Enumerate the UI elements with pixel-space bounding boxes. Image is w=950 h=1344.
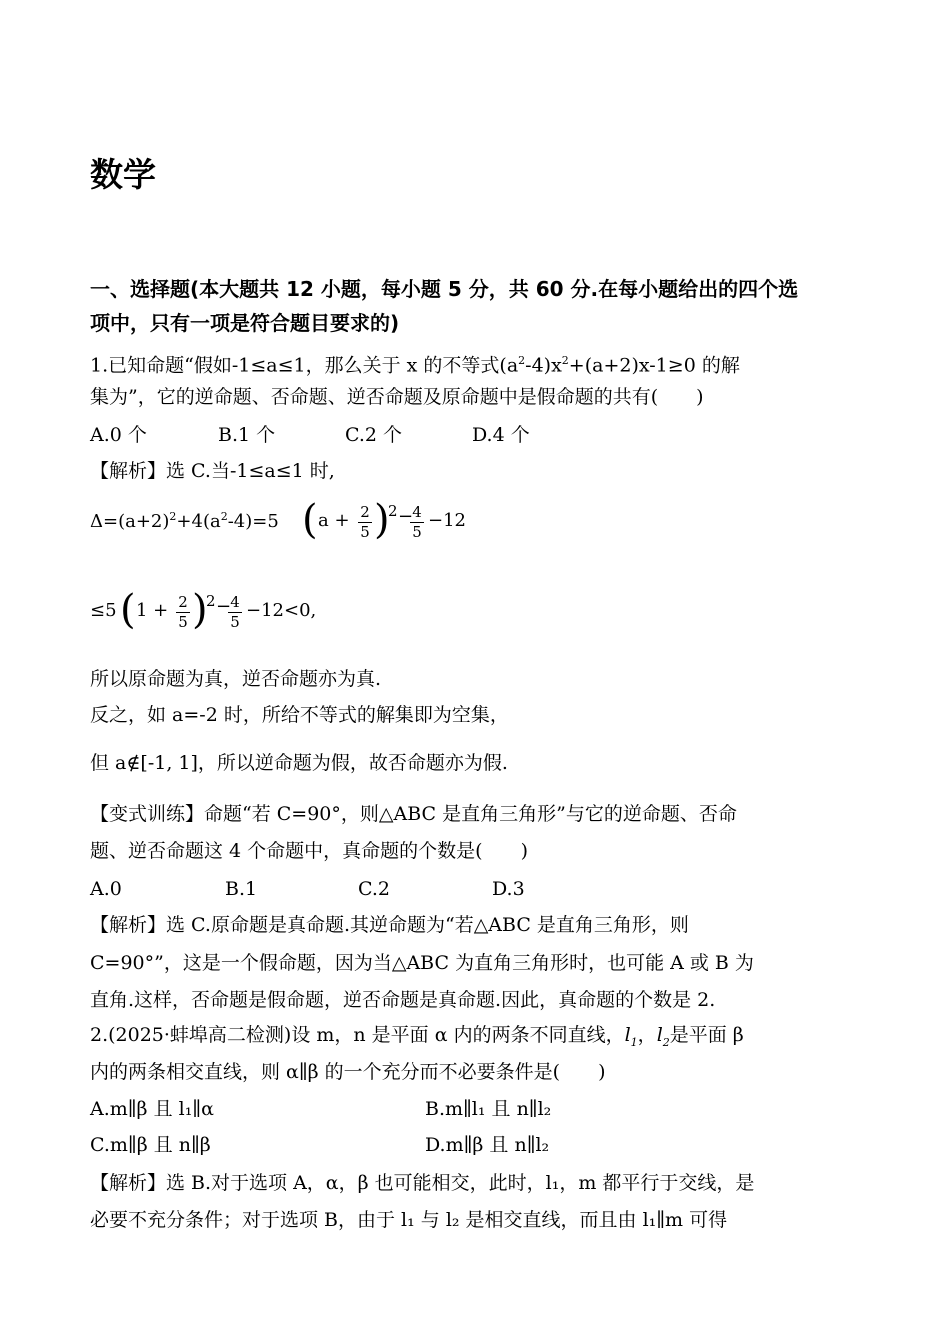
- formula1-lhs: [90, 510, 279, 532]
- q1-stem-mid2: +(a+2)x-1≥0 的解: [568, 354, 740, 377]
- variant-analysis-line1: 【解析】选 C.原命题是真命题.其逆命题为“若△ABC 是直角三角形，则: [90, 914, 689, 936]
- variant-option-b: B.1: [225, 878, 258, 900]
- q1-option-d: D.4 个: [472, 424, 530, 446]
- frac-denominator: 5: [412, 523, 422, 541]
- variant-stem-line2: 题、逆否命题这 4 个命题中，真命题的个数是( ): [90, 840, 528, 862]
- formula1-frac2: [410, 504, 424, 541]
- frac-denominator: 5: [230, 613, 240, 631]
- formula2-inner: 1 +: [136, 600, 169, 621]
- formula2-minus: −: [216, 596, 232, 617]
- page-title: 数学: [90, 155, 156, 194]
- variant-stem-line1: 【变式训练】命题“若 C=90°，则△ABC 是直角三角形”与它的逆命题、否命: [90, 803, 737, 825]
- variant-option-a: A.0: [90, 878, 122, 900]
- right-paren: ): [374, 497, 390, 543]
- variant-analysis-line3: 直角.这样，否命题是假命题，逆否命题是真命题.因此，真命题的个数是 2.: [90, 989, 716, 1011]
- q2-stem-line1: 2.(2025·蚌埠高二检测)设 m，n 是平面 α 内的两条不同直线，$l_1$，$l_2$是平面 β: [90, 1024, 744, 1049]
- q1-conclusion-3: 但 a∉[-1, 1]，所以逆命题为假，故否命题亦为假.: [90, 752, 508, 774]
- q1-conclusion-2: 反之，如 a=-2 时，所给不等式的解集即为空集，: [90, 704, 509, 726]
- formula1-minus: −: [398, 506, 414, 527]
- q1-stem-mid1: -4)x: [525, 354, 562, 377]
- q2-option-a: A.m∥β 且 l₁∥α: [90, 1098, 214, 1120]
- formula2-lhs: ≤5: [90, 600, 117, 621]
- q2-stem-pre: 2.(2025·蚌埠高二检测)设 m，n 是平面 α 内的两条不同直线，: [90, 1024, 625, 1046]
- right-paren: ): [192, 587, 208, 633]
- q2-stem-post: 是平面 β: [669, 1024, 744, 1046]
- frac-numerator: 2: [178, 593, 188, 611]
- q1-option-b: B.1 个: [218, 424, 276, 446]
- q2-analysis-line2: 必要不充分条件；对于选项 B，由于 l₁ 与 l₂ 是相交直线，而且由 l₁∥m 可得: [90, 1209, 728, 1231]
- formula1-exponent: 2: [388, 502, 398, 520]
- formula2-exponent: 2: [206, 592, 216, 610]
- frac-denominator: 5: [178, 613, 188, 631]
- q1-stem-line1: [90, 348, 865, 378]
- formula1-mid2-text: -4)=5: [227, 511, 279, 532]
- superscript: 2: [518, 354, 526, 367]
- formula1-mid-text: +4(a: [176, 511, 221, 532]
- superscript: 2: [561, 354, 569, 367]
- frac-numerator: 2: [360, 503, 370, 521]
- variant-option-c: C.2: [358, 878, 390, 900]
- q2-l1-symbol: $l_1$: [624, 1024, 638, 1049]
- formula1-inner: a +: [318, 510, 350, 531]
- formula2-tail: −12<0,: [246, 600, 317, 621]
- q1-formula-2: [90, 587, 390, 646]
- q2-option-d: D.m∥β 且 n∥l₂: [425, 1134, 550, 1156]
- formula2-frac: [176, 594, 190, 631]
- formula1-frac: [358, 504, 372, 541]
- variant-analysis-line2: C=90°”，这是一个假命题，因为当△ABC 为直角三角形时，也可能 A 或 B 为: [90, 952, 754, 974]
- formula1-lhs-text: Δ=(a+2): [90, 511, 170, 532]
- frac-denominator: 5: [360, 523, 370, 541]
- q2-l2-symbol: $l_2$: [656, 1024, 670, 1049]
- left-paren: (: [120, 587, 136, 633]
- formula2-frac2: [228, 594, 242, 631]
- q1-stem-line2: 集为”，它的逆命题、否命题、逆否命题及原命题中是假命题的共有( ): [90, 386, 704, 408]
- variant-option-d: D.3: [492, 878, 525, 900]
- frac-numerator: 4: [412, 503, 422, 521]
- q1-option-a: A.0 个: [90, 424, 147, 446]
- q2-option-b: B.m∥l₁ 且 n∥l₂: [425, 1098, 552, 1120]
- superscript: 2: [220, 510, 228, 523]
- section-heading-line2: 项中，只有一项是符合题目要求的): [90, 311, 400, 335]
- frac-numerator: 4: [230, 593, 240, 611]
- q1-option-c: C.2 个: [345, 424, 403, 446]
- q2-option-c: C.m∥β 且 n∥β: [90, 1134, 211, 1156]
- q1-conclusion-1: 所以原命题为真，逆否命题亦为真.: [90, 668, 382, 690]
- q1-analysis-line1: 【解析】选 C.当-1≤a≤1 时,: [90, 460, 335, 482]
- superscript: 2: [169, 510, 177, 523]
- left-paren: (: [302, 497, 318, 543]
- q1-stem-pre: 1.已知命题“假如-1≤a≤1，那么关于 x 的不等式(a: [90, 354, 519, 377]
- q2-analysis-line1: 【解析】选 B.对于选项 A，α，β 也可能相交，此时，l₁，m 都平行于交线，是: [90, 1172, 755, 1194]
- section-heading-line1: 一、选择题(本大题共 12 小题，每小题 5 分，共 60 分.在每小题给出的四个选: [90, 277, 799, 301]
- formula1-tail: −12: [428, 510, 466, 531]
- q1-formula-1: [90, 497, 490, 556]
- q2-stem-line2: 内的两条相交直线，则 α∥β 的一个充分而不必要条件是( ): [90, 1061, 606, 1083]
